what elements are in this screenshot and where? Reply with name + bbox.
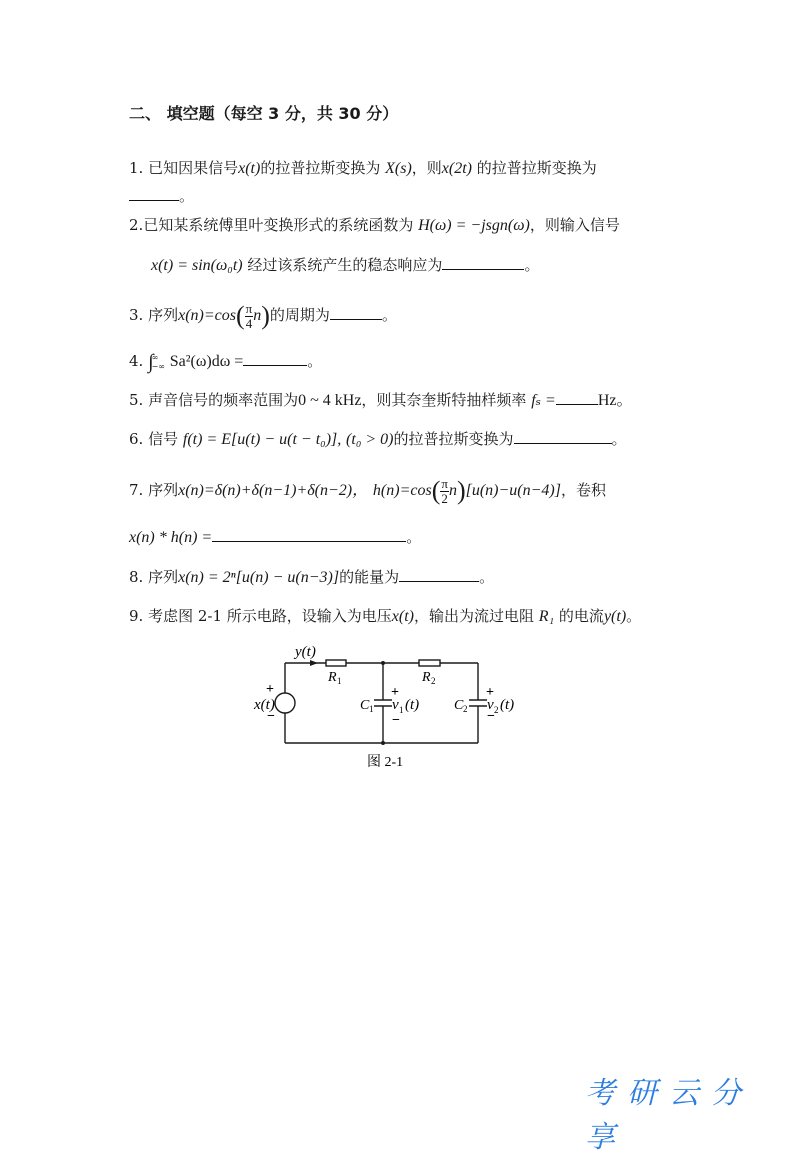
left-paren: ( bbox=[236, 301, 245, 330]
math-expr: x(t) = sin(ω₀t) bbox=[151, 257, 243, 274]
r1-label: R bbox=[328, 670, 337, 685]
fraction-denominator: 2 bbox=[441, 490, 448, 506]
left-paren: ( bbox=[431, 476, 441, 505]
question-text: 序列 bbox=[148, 306, 179, 324]
math-expr: y(t) bbox=[603, 608, 627, 625]
punctuation: 。 bbox=[406, 528, 422, 546]
v2-subscript: 2 bbox=[494, 705, 499, 715]
question-text: 序列 bbox=[148, 481, 179, 499]
unit-label: Hz。 bbox=[597, 392, 633, 409]
question-text: 的能量为 bbox=[339, 568, 400, 586]
current-label: y(t) bbox=[295, 644, 316, 660]
right-paren: ) bbox=[261, 301, 270, 330]
math-expr: x(2t) bbox=[441, 160, 472, 177]
question-text: ，则 bbox=[411, 159, 442, 177]
question-text: ，则其奈奎斯特抽样频率 bbox=[361, 391, 527, 409]
v2-label: v bbox=[487, 697, 494, 713]
math-expr: x(n) = 2ⁿ[u(n) − u(n−3)] bbox=[178, 569, 340, 586]
math-expr: n bbox=[253, 307, 262, 324]
punctuation: 。 bbox=[611, 430, 627, 448]
c1-label: C bbox=[360, 698, 370, 713]
c2-subscript: 2 bbox=[463, 704, 468, 714]
v1-label: v bbox=[392, 697, 399, 713]
c1-subscript: 1 bbox=[369, 704, 374, 714]
source-plus: + bbox=[266, 682, 274, 697]
math-expr: x(t) bbox=[391, 608, 414, 625]
math-expr: x(n) * h(n) = bbox=[129, 529, 213, 546]
punctuation: 。 bbox=[479, 568, 495, 586]
question-text: 的电流 bbox=[558, 607, 604, 625]
right-paren: ) bbox=[456, 476, 466, 505]
question-text: 的拉普拉斯变换为 bbox=[393, 430, 514, 448]
question-number: 6. bbox=[129, 430, 144, 448]
fraction-denominator: 4 bbox=[245, 315, 253, 331]
math-expr: 0 ~ 4 kHz bbox=[298, 392, 362, 409]
math-expr: x(n)=cos bbox=[178, 307, 236, 324]
question-number: 3. bbox=[129, 306, 144, 324]
punctuation: 。 bbox=[307, 352, 323, 370]
math-expr: n bbox=[448, 482, 457, 499]
question-text: 考虑图 2-1 所示电路，设输入为电压 bbox=[148, 607, 392, 625]
question-number: 9. bbox=[129, 607, 144, 625]
r2-subscript: 2 bbox=[431, 676, 436, 686]
source-minus: − bbox=[267, 709, 275, 724]
v2-argument: (t) bbox=[500, 697, 515, 713]
v2-plus: + bbox=[486, 685, 494, 700]
question-number: 4. bbox=[129, 352, 144, 370]
punctuation: 。 bbox=[179, 187, 195, 205]
math-expr: X(s) bbox=[385, 160, 412, 177]
question-number: 2. bbox=[129, 216, 144, 234]
fraction-numerator: π bbox=[245, 300, 253, 316]
resistor-r2-icon bbox=[419, 660, 440, 666]
question-number: 8. bbox=[129, 568, 144, 586]
v1-minus: − bbox=[392, 713, 400, 728]
math-expr: x(n)=δ(n)+δ(n−1)+δ(n−2)， bbox=[178, 482, 369, 499]
watermark: 考研云分享 bbox=[585, 1076, 753, 1155]
junction-dot bbox=[381, 661, 385, 665]
math-expr: R₁ bbox=[538, 608, 555, 625]
math-expr: Sa²(ω)dω = bbox=[169, 353, 244, 370]
v1-subscript: 1 bbox=[399, 705, 404, 715]
c2-label: C bbox=[454, 698, 464, 713]
figure-caption: 图 2-1 bbox=[367, 755, 404, 770]
source-label: x(t) bbox=[254, 697, 275, 713]
question-number: 7. bbox=[129, 481, 144, 499]
question-text: ，卷积 bbox=[560, 481, 606, 499]
math-expr: [u(n)−u(n−4)] bbox=[465, 482, 561, 499]
v1-plus: + bbox=[391, 685, 399, 700]
integral-lower: −∞ bbox=[151, 362, 165, 371]
math-expr: fₛ = bbox=[531, 392, 556, 409]
math-expr: f(t) = E[u(t) − u(t − t₀)], bbox=[182, 431, 342, 448]
r2-label: R bbox=[422, 670, 431, 685]
question-text: 已知因果信号 bbox=[148, 159, 239, 177]
question-text: 序列 bbox=[148, 568, 179, 586]
math-expr: H(ω) = −jsgn(ω) bbox=[418, 217, 530, 234]
junction-dot bbox=[381, 741, 385, 745]
question-text: 的周期为 bbox=[269, 306, 330, 324]
punctuation: 。 bbox=[381, 306, 397, 324]
punctuation: 。 bbox=[524, 256, 540, 274]
math-expr: h(n)=cos bbox=[372, 482, 432, 499]
math-expr: (t₀ > 0) bbox=[346, 431, 394, 448]
voltage-source-icon bbox=[275, 693, 295, 713]
question-text: 声音信号的频率范围为 bbox=[148, 391, 299, 409]
resistor-r1-icon bbox=[326, 660, 346, 666]
fraction-numerator: π bbox=[441, 475, 448, 491]
question-number: 5. bbox=[129, 391, 144, 409]
current-arrow-icon bbox=[310, 660, 318, 666]
r1-subscript: 1 bbox=[337, 676, 342, 686]
question-text: 已知某系统傅里叶变换形式的系统函数为 bbox=[143, 216, 414, 234]
question-text: 的拉普拉斯变换为 bbox=[476, 159, 597, 177]
integral-upper: ∞ bbox=[151, 353, 159, 362]
question-text: 的拉普拉斯变换为 bbox=[260, 159, 381, 177]
integral-sign: ∫ bbox=[148, 351, 154, 373]
punctuation: 。 bbox=[626, 607, 642, 625]
section-heading: 二、 填空题（每空 3 分，共 30 分） bbox=[129, 104, 399, 123]
question-number: 1. bbox=[129, 159, 144, 177]
question-text: 信号 bbox=[148, 430, 179, 448]
math-expr: x(t) bbox=[238, 160, 261, 177]
v2-minus: − bbox=[487, 709, 495, 724]
v1-argument: (t) bbox=[405, 697, 420, 713]
question-text: ，则输入信号 bbox=[529, 216, 620, 234]
question-text: 经过该系统产生的稳态响应为 bbox=[247, 256, 443, 274]
question-text: ，输出为流过电阻 bbox=[414, 607, 535, 625]
